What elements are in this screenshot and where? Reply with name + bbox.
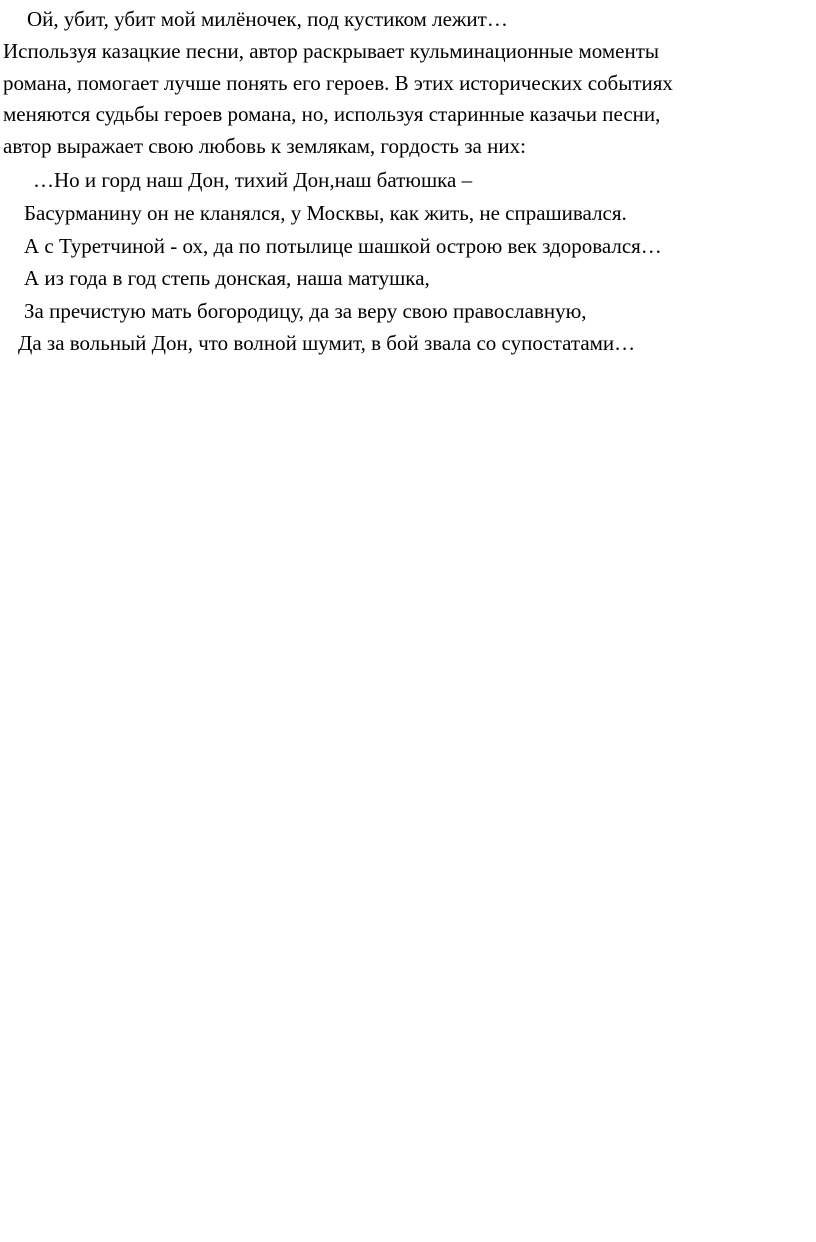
paragraph-line: меняются судьбы героев романа, но, используя старинные казачьи песни, <box>3 102 661 126</box>
verse-line: А из года в год степь донская, наша матушка, <box>24 266 430 290</box>
paragraph-line: романа, помогает лучше понять его героев. В этих исторических событиях <box>3 71 673 95</box>
verse-line: Да за вольный Дон, что волной шумит, в бой звала со супостатами… <box>18 331 636 355</box>
verse-line: Басурманину он не кланялся, у Москвы, как жить, не спрашивался. <box>24 201 627 225</box>
verse-line: …Но и горд наш Дон, тихий Дон,наш батюшка – <box>33 168 473 192</box>
song-line-opening: Ой, убит, убит мой милёночек, под кустиком лежит… <box>27 7 508 31</box>
paragraph-line: автор выражает свою любовь к землякам, гордость за них: <box>3 134 526 158</box>
paragraph-line: Используя казацкие песни, автор раскрывает кульминационные моменты <box>3 39 660 63</box>
verse-line: А с Туретчиной - ох, да по потылице шашкой острою век здоровался… <box>24 234 662 258</box>
verse-line: За пречистую мать богородицу, да за веру свою православную, <box>24 299 587 323</box>
